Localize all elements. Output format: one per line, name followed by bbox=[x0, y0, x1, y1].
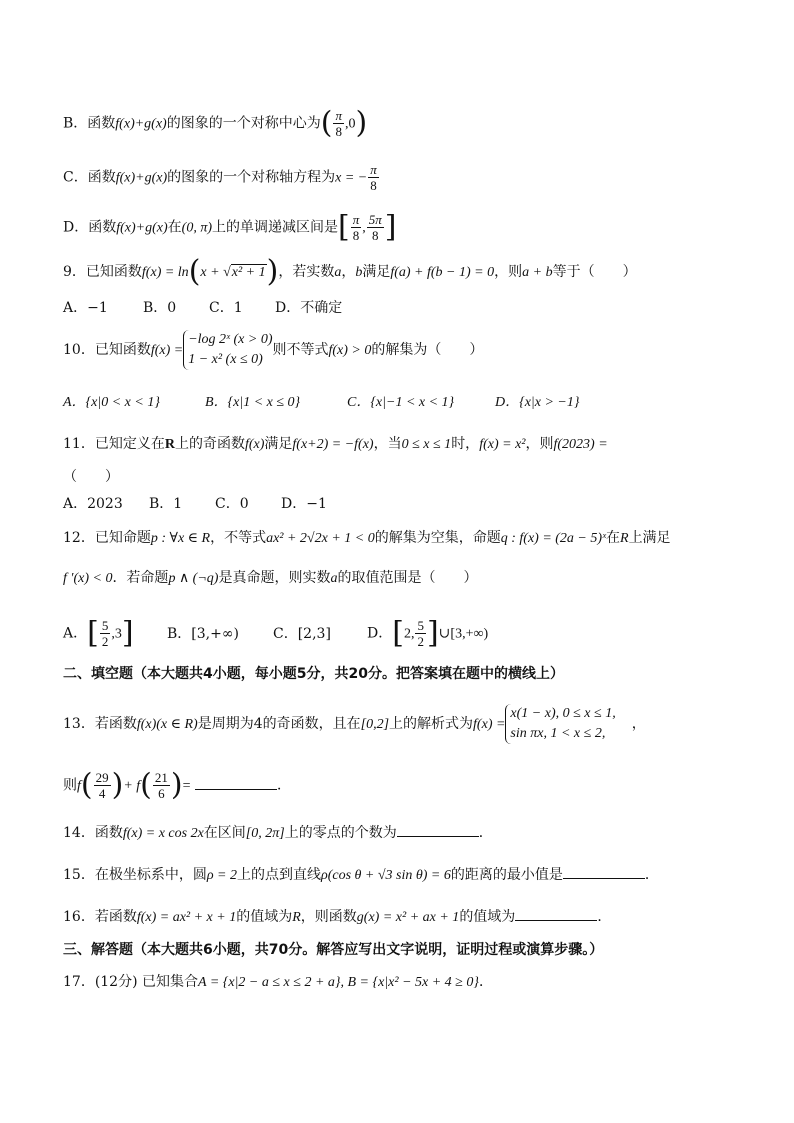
question-text: 的值域为 bbox=[236, 909, 293, 925]
piecewise-brace bbox=[505, 704, 615, 744]
option-a bbox=[63, 615, 167, 651]
question-13-line2 bbox=[63, 767, 291, 803]
section-fill-in-header: 二、填空题（本大题共4小题，每小题5分，共20分。把答案填在题中的横线上） bbox=[63, 666, 564, 682]
question-text: ，不等式 bbox=[210, 530, 267, 546]
question-text: 上的零点的个数为 bbox=[284, 825, 397, 841]
math-expr: ρ(cos θ + √3 sin θ) = 6 bbox=[321, 868, 451, 883]
question-12-options bbox=[63, 615, 489, 651]
question-text: 上的奇函数 bbox=[174, 436, 245, 452]
option-c: C．0 bbox=[215, 496, 249, 512]
bracket-open: [ bbox=[392, 615, 404, 651]
question-text: ，当 bbox=[373, 436, 402, 452]
numerator: 21 bbox=[154, 770, 168, 785]
question-text: 在区间 bbox=[203, 825, 246, 841]
paren-close: ) bbox=[266, 254, 279, 289]
question-16 bbox=[63, 906, 611, 928]
section-solutions-header: 三、解答题（本大题共6小题，共70分。解答应写出文字说明，证明过程或演算步骤。） bbox=[63, 942, 604, 958]
option-label: B．函数 bbox=[63, 115, 116, 132]
question-11 bbox=[63, 434, 608, 455]
paren-open: ( bbox=[140, 767, 152, 803]
math-expr: q : f(x) = (2a − 5)ˣ bbox=[500, 531, 606, 546]
option-d-q8 bbox=[63, 209, 397, 245]
math-expr: f(x+2) = −f(x) bbox=[292, 437, 374, 452]
option-b: B．{x|1 < x ≤ 0} bbox=[205, 395, 301, 410]
denominator: 8 bbox=[335, 124, 342, 139]
math-expr: f bbox=[77, 778, 81, 794]
math-expr: x + bbox=[200, 265, 224, 280]
fraction bbox=[333, 108, 344, 139]
numerator: π bbox=[370, 162, 377, 177]
comma: , bbox=[362, 220, 366, 236]
option-d: D．−1 bbox=[281, 496, 327, 512]
math-tail: ∪[3,+∞) bbox=[438, 626, 489, 642]
numerator: 5 bbox=[417, 618, 424, 633]
option-text: 在 bbox=[167, 219, 182, 236]
question-12-line2 bbox=[63, 568, 477, 589]
denominator: 4 bbox=[98, 786, 106, 801]
question-text: 11．已知定义在 bbox=[63, 436, 165, 452]
fraction bbox=[100, 618, 111, 649]
math-var: b bbox=[355, 265, 363, 280]
question-text: 的取值范围是（ ） bbox=[337, 570, 478, 586]
question-10 bbox=[63, 330, 483, 370]
math-expr: p ∧ (¬q) bbox=[168, 571, 219, 586]
answer-blank[interactable] bbox=[563, 864, 645, 879]
math-tail: ,3 bbox=[111, 626, 122, 642]
case-line: x(1 − x), 0 ≤ x ≤ 1, bbox=[510, 706, 616, 721]
question-text: 12．已知命题 bbox=[63, 530, 151, 546]
option-b-q8 bbox=[63, 105, 368, 141]
question-text: 的距离的最小值是 bbox=[450, 867, 563, 883]
denominator: 8 bbox=[371, 228, 379, 243]
option-label: D． bbox=[367, 625, 393, 642]
radicand: x² + 1 bbox=[231, 265, 266, 280]
math-expr: 0 ≤ x ≤ 1 bbox=[401, 437, 452, 452]
option-d bbox=[367, 615, 489, 651]
math-expr: f(x)+g(x) bbox=[115, 116, 167, 132]
math-expr: f(x) bbox=[244, 437, 265, 452]
option-a: A．{x|0 < x < 1} bbox=[63, 395, 160, 410]
denominator: 8 bbox=[370, 178, 377, 193]
paren-open: ( bbox=[188, 254, 201, 289]
question-text: 10．已知函数 bbox=[63, 342, 151, 358]
math-expr: a + b bbox=[522, 265, 553, 280]
question-15 bbox=[63, 864, 659, 886]
denominator: 2 bbox=[101, 634, 109, 649]
math-expr: f ′(x) < 0 bbox=[63, 571, 113, 586]
bracket-close: ] bbox=[426, 615, 439, 651]
case-line: −log 2ˣ (x > 0) bbox=[188, 332, 273, 347]
question-13-line1 bbox=[63, 704, 646, 744]
question-text: 在 bbox=[606, 530, 620, 546]
math-tail: ,0 bbox=[344, 116, 356, 132]
option-b: B．[3,+∞) bbox=[167, 625, 239, 642]
answer-paren: （ ） bbox=[63, 469, 119, 485]
numerator: π bbox=[335, 108, 342, 123]
math-expr: f(x) > 0 bbox=[328, 343, 372, 358]
question-9 bbox=[63, 254, 637, 289]
question-text: ，则 bbox=[525, 436, 554, 452]
question-11-options bbox=[63, 494, 327, 514]
numerator: 29 bbox=[95, 770, 109, 785]
math-expr: A = {x|2 − a ≤ x ≤ 2 + a}, B = {x|x² − 5x + 4 ≥ 0} bbox=[198, 975, 479, 990]
piecewise-brace bbox=[183, 330, 272, 370]
math-expr: f(x) = ax² + x + 1 bbox=[136, 910, 237, 925]
question-14 bbox=[63, 822, 493, 844]
option-label: A． bbox=[63, 625, 88, 642]
numerator: 5π bbox=[368, 212, 382, 227]
question-text: ， bbox=[631, 716, 646, 732]
math-expr: ρ = 2 bbox=[206, 868, 237, 883]
question-text: ． bbox=[276, 777, 291, 794]
math-expr: + f bbox=[123, 778, 141, 794]
answer-blank[interactable] bbox=[397, 822, 479, 837]
answer-blank[interactable] bbox=[195, 775, 277, 790]
math-expr: g(x) = x² + ax + 1 bbox=[356, 910, 460, 925]
question-text: 上的解析式为 bbox=[389, 716, 474, 732]
question-10-options bbox=[63, 392, 579, 413]
bracket-close: ] bbox=[121, 615, 134, 651]
math-expr: [0,2] bbox=[360, 717, 390, 732]
question-text: ． bbox=[478, 825, 493, 841]
paren-close: ) bbox=[170, 767, 183, 803]
question-text: 上的点到直线 bbox=[237, 867, 321, 883]
math-expr: ax² + 2√2x + 1 < 0 bbox=[266, 531, 375, 546]
question-12-line1 bbox=[63, 528, 671, 549]
math-var: a bbox=[334, 265, 342, 280]
math-expr: x = − bbox=[335, 170, 368, 186]
question-text: 的值域为 bbox=[459, 909, 516, 925]
question-text: ． bbox=[597, 909, 612, 925]
fraction bbox=[351, 212, 362, 243]
bracket-open: [ bbox=[338, 209, 350, 245]
question-text: 上满足 bbox=[628, 530, 671, 546]
question-text: ．若命题 bbox=[112, 570, 169, 586]
fraction bbox=[94, 770, 111, 801]
question-text: ． bbox=[478, 974, 493, 990]
question-text: 17．(12分) 已知集合 bbox=[63, 974, 199, 990]
math-expr: f(2023) = bbox=[553, 437, 608, 452]
math-expr: f(x) = x² bbox=[479, 437, 526, 452]
question-text: 9．已知函数 bbox=[63, 264, 142, 280]
option-label: D．函数 bbox=[63, 219, 117, 236]
paren-close: ) bbox=[355, 105, 368, 141]
option-text: 的图象的一个对称中心为 bbox=[166, 115, 321, 132]
math-expr: f(x)+g(x) bbox=[115, 170, 168, 186]
math-var: R bbox=[164, 437, 175, 452]
question-text: ，则 bbox=[494, 264, 523, 280]
denominator: 2 bbox=[417, 634, 424, 649]
option-c-q8 bbox=[63, 162, 380, 193]
fraction bbox=[368, 162, 379, 193]
math-expr: = bbox=[182, 778, 191, 794]
paren-open: ( bbox=[320, 105, 333, 141]
question-11-paren bbox=[63, 467, 119, 487]
paren-open: ( bbox=[80, 767, 93, 803]
fraction bbox=[415, 618, 426, 649]
paren-close: ) bbox=[111, 767, 124, 803]
option-d: D．不确定 bbox=[275, 300, 343, 316]
question-text: 满足 bbox=[362, 264, 391, 280]
denominator: 8 bbox=[352, 228, 360, 243]
math-var: R bbox=[292, 910, 301, 925]
question-text: ，则函数 bbox=[300, 909, 357, 925]
denominator: 6 bbox=[158, 786, 165, 801]
question-text: ， bbox=[341, 264, 356, 280]
math-var: a bbox=[330, 571, 338, 586]
math-expr: f(x) = ln bbox=[141, 265, 189, 280]
math-expr: p : ∀x ∈ R bbox=[150, 531, 211, 546]
option-text: 的图象的一个对称轴方程为 bbox=[167, 169, 336, 186]
question-text: 16．若函数 bbox=[63, 909, 137, 925]
numerator: 5 bbox=[101, 618, 109, 633]
option-c: C．[2,3] bbox=[273, 625, 331, 642]
case-line: sin πx, 1 < x ≤ 2, bbox=[510, 726, 606, 741]
question-17 bbox=[63, 972, 493, 993]
question-text: 14．函数 bbox=[63, 825, 123, 841]
math-expr: f(a) + f(b − 1) = 0 bbox=[390, 265, 495, 280]
option-a: A．2023 bbox=[63, 496, 123, 512]
option-label: C．函数 bbox=[63, 169, 116, 186]
question-text: 15．在极坐标系中，圆 bbox=[63, 867, 207, 883]
question-text: 是真命题，则实数 bbox=[218, 570, 331, 586]
bracket-close: ] bbox=[384, 209, 397, 245]
question-text: 则不等式 bbox=[272, 342, 329, 358]
question-text: 13．若函数 bbox=[63, 716, 137, 732]
math-head: 2, bbox=[403, 626, 415, 642]
case-line: 1 − x² (x ≤ 0) bbox=[188, 352, 263, 367]
answer-blank[interactable] bbox=[515, 906, 597, 921]
question-text: 的解集为（ ） bbox=[371, 342, 484, 358]
question-text: 满足 bbox=[264, 436, 293, 452]
math-expr: f(x)(x ∈ R) bbox=[136, 717, 198, 732]
question-text: 是周期为4的奇函数，且在 bbox=[197, 716, 361, 732]
question-text: 的解集为空集，命题 bbox=[374, 530, 501, 546]
math-expr: (0, π) bbox=[181, 220, 212, 236]
option-d: D．{x|x > −1} bbox=[495, 395, 580, 410]
option-b: B．1 bbox=[149, 496, 183, 512]
math-expr: f(x) = bbox=[473, 717, 506, 732]
question-text: ，若实数 bbox=[278, 264, 335, 280]
numerator: π bbox=[352, 212, 360, 227]
question-text: 等于（ ） bbox=[552, 264, 637, 280]
math-expr: [0, 2π] bbox=[245, 826, 285, 841]
option-b: B．0 bbox=[143, 300, 177, 316]
question-text: 则 bbox=[63, 777, 77, 794]
math-expr: f(x) = bbox=[150, 343, 184, 358]
question-text: 时， bbox=[451, 436, 480, 452]
bracket-open: [ bbox=[87, 615, 99, 651]
math-expr: f(x)+g(x) bbox=[116, 220, 168, 236]
question-text: ． bbox=[644, 867, 659, 883]
option-a: A．−1 bbox=[63, 300, 108, 316]
option-text: 上的单调递减区间是 bbox=[212, 219, 338, 236]
fraction bbox=[153, 770, 170, 801]
fraction bbox=[367, 212, 384, 243]
math-var: R bbox=[620, 531, 629, 546]
math-expr: f(x) = x cos 2x bbox=[122, 826, 204, 841]
option-c: C．{x|−1 < x < 1} bbox=[347, 395, 455, 410]
sqrt-sign: √ bbox=[223, 265, 231, 280]
option-c: C．1 bbox=[209, 300, 243, 316]
question-9-options bbox=[63, 298, 342, 318]
